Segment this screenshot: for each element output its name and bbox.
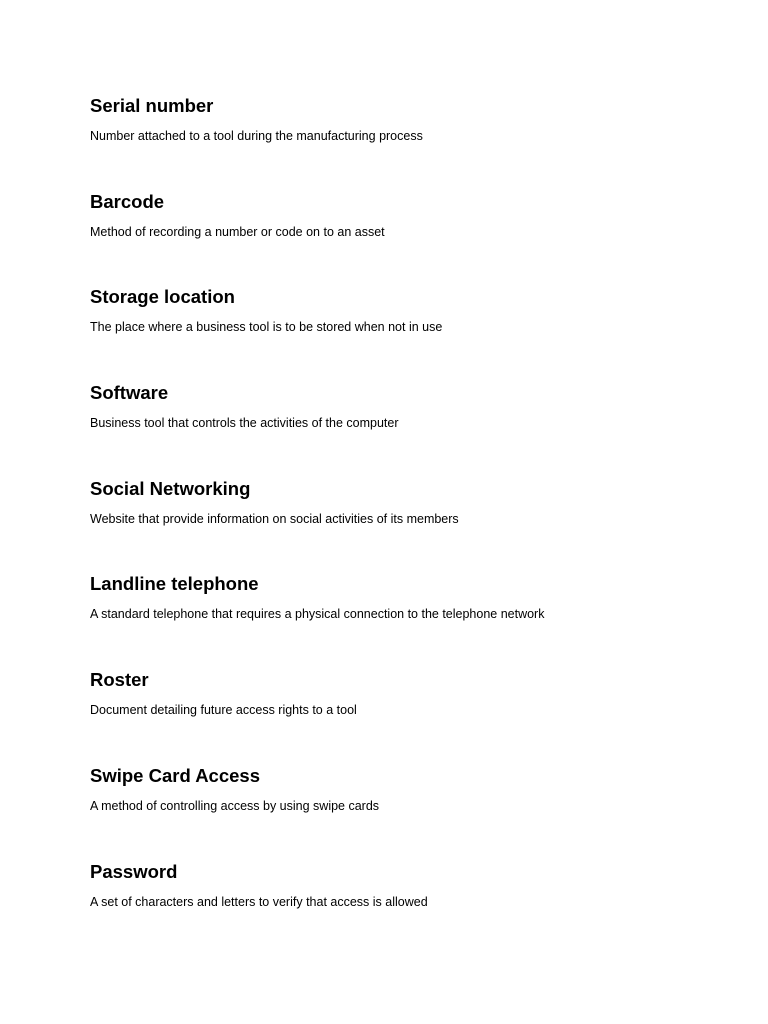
term-definition: Business tool that controls the activities of the computer	[90, 416, 399, 430]
glossary-entry-software	[90, 382, 730, 430]
glossary-entry-barcode	[90, 191, 730, 239]
glossary-entry-serial-number	[90, 95, 730, 143]
term-heading: Social Networking	[90, 478, 251, 499]
term-definition: A set of characters and letters to verify that access is allowed	[90, 895, 428, 909]
term-definition: Number attached to a tool during the manufacturing process	[90, 129, 423, 143]
term-definition: Method of recording a number or code on to an asset	[90, 225, 385, 239]
glossary-entry-roster	[90, 669, 730, 717]
term-heading: Software	[90, 382, 169, 403]
term-definition: Document detailing future access rights to a tool	[90, 703, 357, 717]
term-heading: Roster	[90, 669, 149, 690]
term-definition: A method of controlling access by using swipe cards	[90, 799, 380, 813]
term-heading: Landline telephone	[90, 573, 259, 594]
term-heading: Serial number	[90, 95, 214, 116]
term-definition: A standard telephone that requires a physical connection to the telephone network	[90, 607, 545, 621]
glossary-entry-storage-location	[90, 286, 730, 334]
term-heading: Swipe Card Access	[90, 765, 261, 786]
glossary-entry-social-networking	[90, 478, 730, 526]
glossary-entry-swipe-card-access	[90, 765, 730, 813]
term-heading: Storage location	[90, 286, 235, 307]
term-heading: Password	[90, 861, 178, 882]
glossary-entry-landline-telephone	[90, 573, 730, 621]
term-definition: Website that provide information on social activities of its members	[90, 512, 459, 526]
term-definition: The place where a business tool is to be stored when not in use	[90, 320, 443, 334]
glossary-entry-password	[90, 861, 730, 909]
term-heading: Barcode	[90, 191, 165, 212]
